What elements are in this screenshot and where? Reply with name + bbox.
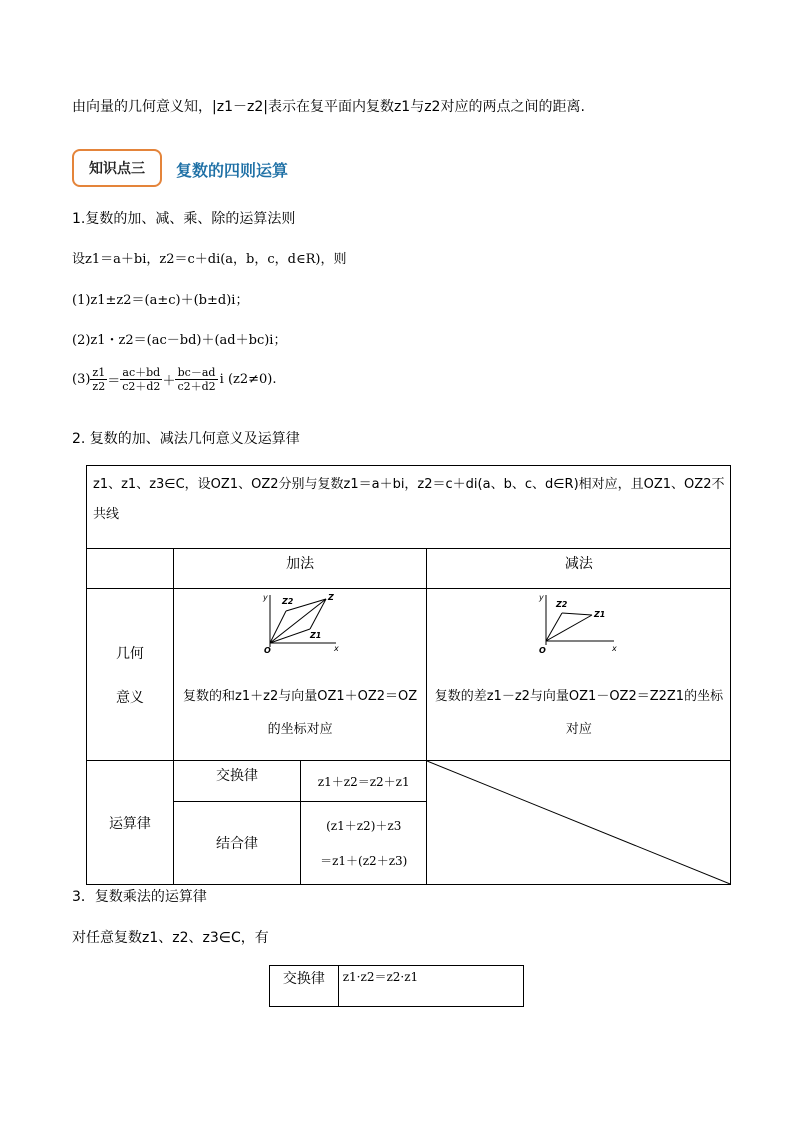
sub-z2-label: Z2: [555, 600, 568, 609]
rule3-lhs-fraction: [90, 366, 107, 393]
add-x-label: x: [334, 644, 339, 653]
item2-heading: 2. 复数的加、减法几何意义及运算律: [72, 431, 300, 447]
subtraction-diagram: [534, 591, 624, 655]
row-geo-line2: 意义: [115, 689, 144, 706]
rule3-f2-num: bc－ad: [175, 366, 217, 380]
table-header-line1: z1、z1、z3∈C，设OZ1、OZ2分别与复数z1＝a＋bi，z2＝c＋di(a、b、c、d∈R)相对应，且OZ1、OZ2不: [93, 477, 725, 492]
add-desc-line1: 复数的和z1＋z2与向量OZ1＋OZ2＝OZ: [183, 689, 418, 704]
rule3-f1-den: c2＋d2: [122, 380, 161, 393]
setup-line: 设z1＝a＋bi，z2＝c＋di(a，b，c，d∈R)，则: [72, 252, 347, 267]
rule3-lhs-den: z2: [92, 380, 106, 393]
add-desc-line2: 的坐标对应: [267, 722, 333, 737]
commutative-label: 交换律: [173, 761, 300, 802]
add-z1-label: Z1: [310, 631, 322, 640]
rule3-f2-den: c2＋d2: [177, 380, 216, 393]
rule3-suffix: i (z2≠0).: [219, 372, 277, 387]
row-header-laws: 运算律: [87, 761, 174, 885]
commutative-formula: z1＋z2＝z2＋z1: [301, 761, 427, 802]
sub-x-label: x: [611, 644, 617, 653]
add-y-label: y: [263, 593, 268, 602]
assoc-line2: ＝z1＋(z2＋z3): [320, 854, 408, 868]
empty-corner-cell: [87, 549, 174, 589]
rule3-fraction-2: [175, 366, 217, 393]
add-origin-label: O: [264, 646, 271, 655]
rule3-prefix: (3): [72, 372, 91, 387]
col-header-sub: 减法: [427, 549, 731, 589]
row-header-geometry: [87, 589, 174, 761]
rule-divide: [72, 366, 277, 393]
item3-line: 对任意复数z1、z2、z3∈C，有: [72, 930, 269, 946]
sub-desc-line1: 复数的差z1－z2与向量OZ1－OZ2＝Z2Z1的坐标: [434, 689, 724, 704]
mult-commutative-label: 交换律: [270, 966, 339, 1007]
rule3-fraction-1: [120, 366, 162, 393]
rule3-f1-num: ac＋bd: [120, 366, 162, 380]
rule-add-sub: (1)z1±z2＝(a±c)＋(b±d)i；: [72, 293, 249, 308]
sub-y-label: y: [538, 593, 544, 602]
sub-geometry-cell: [427, 589, 731, 761]
add-z2-label: Z2: [282, 597, 294, 606]
table-header-line2: 共线: [93, 507, 120, 522]
rule3-lhs-num: z1: [92, 366, 106, 379]
section-title: 复数的四则运算: [176, 161, 289, 180]
rule3-plus: ＋: [162, 374, 176, 389]
associative-formula-cell: [301, 802, 427, 885]
addition-parallelogram-diagram: [260, 591, 340, 655]
diagonal-line: [427, 761, 730, 884]
section-badge: 知识点三: [72, 149, 162, 187]
empty-diagonal-cell: [427, 761, 731, 885]
sub-desc-line2: 对应: [565, 722, 592, 737]
add-z-label: Z: [328, 593, 334, 602]
sub-origin-label: O: [538, 646, 546, 655]
assoc-line1: (z1＋z2)＋z3: [326, 819, 402, 833]
add-geometry-cell: [173, 589, 426, 761]
row-geo-line1: 几何: [115, 645, 144, 662]
col-header-add: 加法: [173, 549, 426, 589]
item3-heading: 3．复数乘法的运算律: [72, 889, 207, 905]
mult-commutative-formula: z1·z2＝z2·z1: [338, 966, 523, 1007]
intro-line: 由向量的几何意义知，|z1－z2|表示在复平面内复数z1与z2对应的两点之间的距离.: [72, 99, 585, 115]
rule-multiply: (2)z1・z2＝(ac－bd)＋(ad＋bc)i；: [72, 333, 287, 348]
multiply-law-table: [269, 965, 524, 1007]
add-sub-table: [86, 465, 731, 885]
item1-heading: 1.复数的加、减、乘、除的运算法则: [72, 211, 296, 227]
sub-z1-label: Z1: [593, 610, 606, 619]
associative-label: 结合律: [173, 802, 300, 885]
rule3-equals: ＝: [107, 374, 121, 389]
table-header-cell: [87, 466, 731, 549]
